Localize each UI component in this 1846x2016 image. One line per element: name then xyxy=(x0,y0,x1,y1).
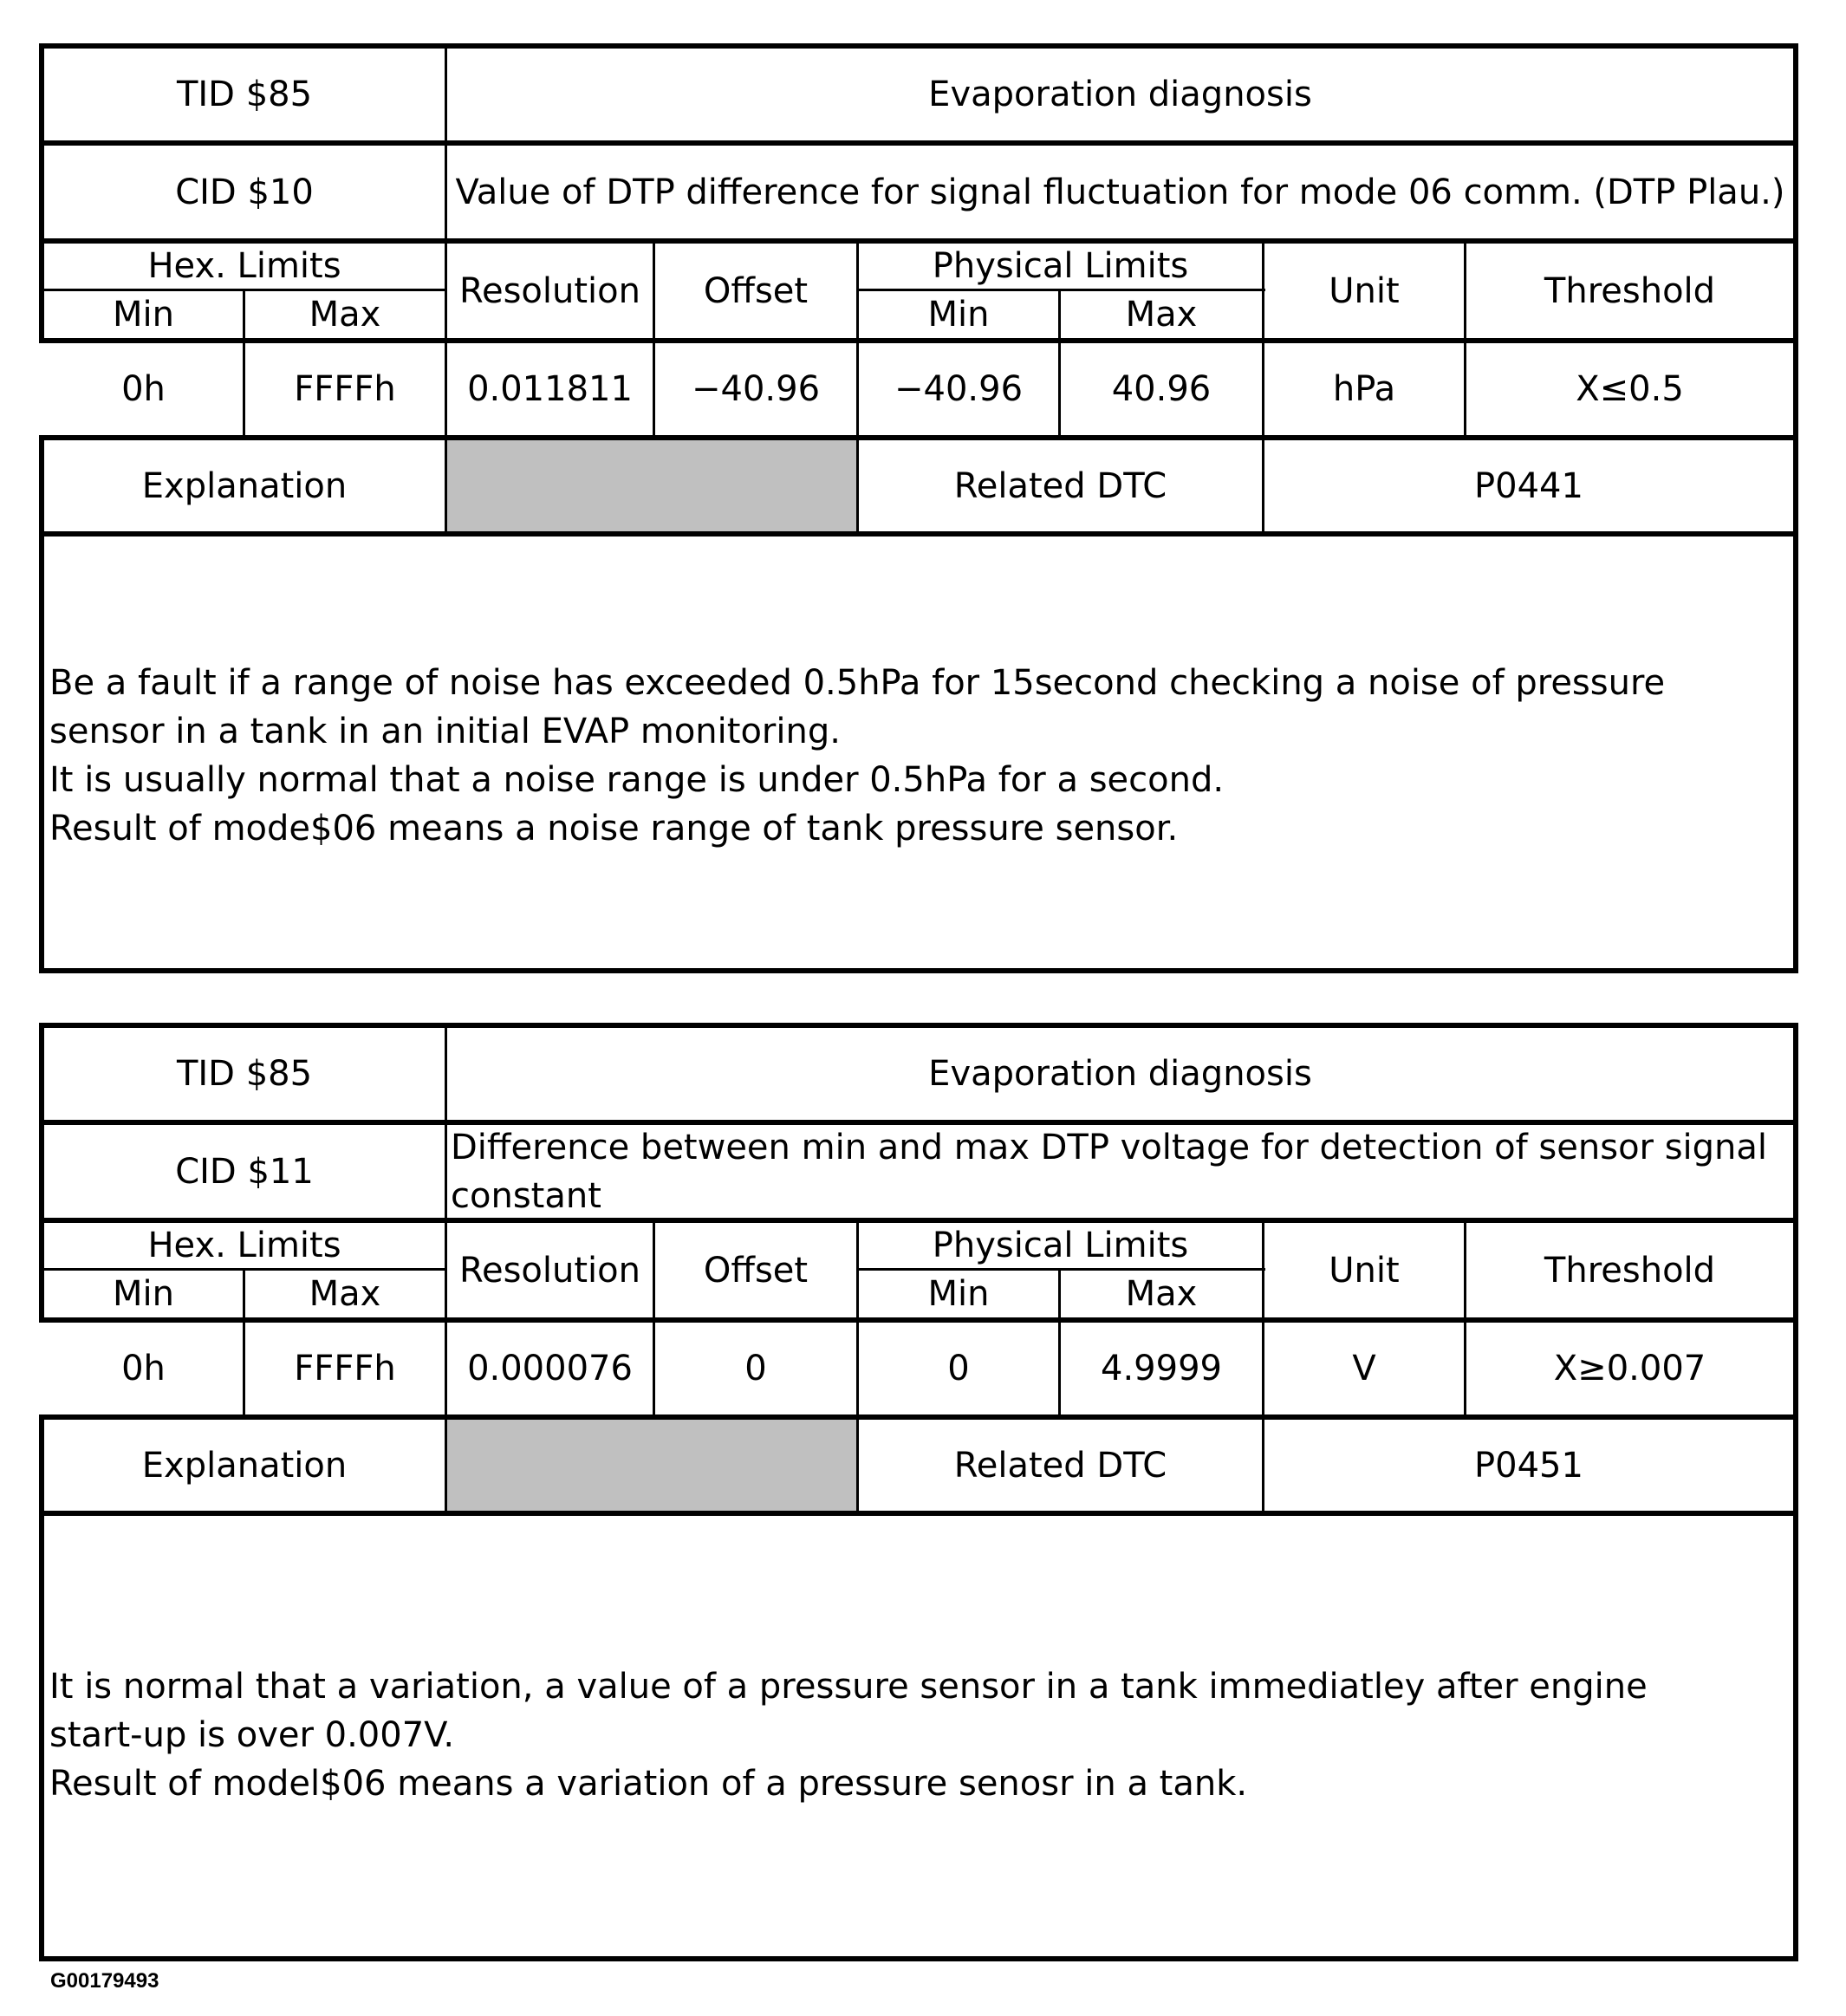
phys-min-header: Min xyxy=(927,295,990,335)
phys-min-header: Min xyxy=(927,1274,990,1314)
threshold-value: X≥0.007 xyxy=(1553,1349,1706,1388)
blank-shaded-cell xyxy=(447,440,856,531)
cid-label: CID $11 xyxy=(175,1151,314,1192)
explanation-text xyxy=(49,1662,1648,1808)
phys-max-value: 4.9999 xyxy=(1101,1349,1222,1388)
resolution-header: Resolution xyxy=(458,270,640,311)
hex-max-value: FFFFh xyxy=(294,369,396,409)
phys-max-header: Max xyxy=(1125,1274,1198,1314)
test-name: Evaporation diagnosis xyxy=(928,75,1312,114)
offset-header: Offset xyxy=(703,1250,809,1291)
explanation-text xyxy=(49,659,1665,853)
explanation-line: Be a fault if a range of noise has exceeded 0.5hPa for 15second checking a noise of pressure xyxy=(49,663,1666,703)
cid-description: Difference between min and max DTP voltage for detection of sensor signal constant xyxy=(451,1127,1768,1216)
hex-max-header: Max xyxy=(309,295,381,335)
test-name: Evaporation diagnosis xyxy=(928,1054,1312,1094)
unit-header: Unit xyxy=(1329,1250,1400,1291)
offset-value: −40.96 xyxy=(691,369,821,409)
tid-label: TID $85 xyxy=(176,75,313,114)
phys-min-value: −40.96 xyxy=(894,369,1024,409)
related-dtc-code: P0441 xyxy=(1474,465,1583,506)
hex-min-header: Min xyxy=(113,1274,174,1314)
hex-limits-header: Hex. Limits xyxy=(147,246,341,286)
blank-shaded-cell xyxy=(447,1420,856,1511)
unit-value: V xyxy=(1352,1349,1376,1388)
related-dtc-label: Related DTC xyxy=(953,1445,1167,1486)
physical-limits-header: Physical Limits xyxy=(932,1226,1189,1265)
hex-max-header: Max xyxy=(309,1274,381,1314)
resolution-value: 0.000076 xyxy=(467,1349,633,1388)
related-dtc-label: Related DTC xyxy=(953,465,1167,506)
explanation-label: Explanation xyxy=(141,465,348,506)
explanation-line: start-up is over 0.007V. xyxy=(49,1715,455,1755)
explanation-line: Result of mode$06 means a noise range of tank pressure sensor. xyxy=(49,809,1179,849)
hex-min-value: 0h xyxy=(121,369,166,409)
explanation-line: It is normal that a variation, a value of a pressure sensor in a tank immediatley after engine xyxy=(49,1667,1648,1707)
threshold-header: Threshold xyxy=(1544,270,1716,311)
resolution-value: 0.011811 xyxy=(467,369,633,409)
threshold-value: X≤0.5 xyxy=(1576,369,1684,409)
hex-limits-header: Hex. Limits xyxy=(147,1226,341,1265)
hex-max-value: FFFFh xyxy=(294,1349,396,1388)
offset-header: Offset xyxy=(703,270,809,311)
hex-min-header: Min xyxy=(113,295,174,335)
hex-min-value: 0h xyxy=(121,1349,166,1388)
evap-table-cid-11 xyxy=(0,979,1846,1967)
phys-min-value: 0 xyxy=(947,1349,970,1388)
physical-limits-header: Physical Limits xyxy=(932,246,1189,286)
explanation-line: sensor in a tank in an initial EVAP monitoring. xyxy=(49,712,841,751)
evap-table-cid-10 xyxy=(0,0,1846,979)
threshold-header: Threshold xyxy=(1544,1250,1716,1291)
figure-id: G00179493 xyxy=(50,1969,159,1993)
tid-label: TID $85 xyxy=(176,1054,313,1094)
explanation-line: Result of model$06 means a variation of a pressure senosr in a tank. xyxy=(49,1764,1248,1804)
related-dtc-code: P0451 xyxy=(1474,1445,1583,1486)
cid-label: CID $10 xyxy=(175,172,314,212)
phys-max-header: Max xyxy=(1125,295,1198,335)
explanation-label: Explanation xyxy=(141,1445,348,1486)
unit-value: hPa xyxy=(1332,369,1396,409)
resolution-header: Resolution xyxy=(458,1250,640,1291)
unit-header: Unit xyxy=(1329,270,1400,311)
explanation-line: It is usually normal that a noise range is under 0.5hPa for a second. xyxy=(49,760,1225,800)
phys-max-value: 40.96 xyxy=(1111,369,1212,409)
cid-description: Value of DTP difference for signal fluctuation for mode 06 comm. (DTP Plau.) xyxy=(455,172,1785,212)
offset-value: 0 xyxy=(744,1349,767,1388)
